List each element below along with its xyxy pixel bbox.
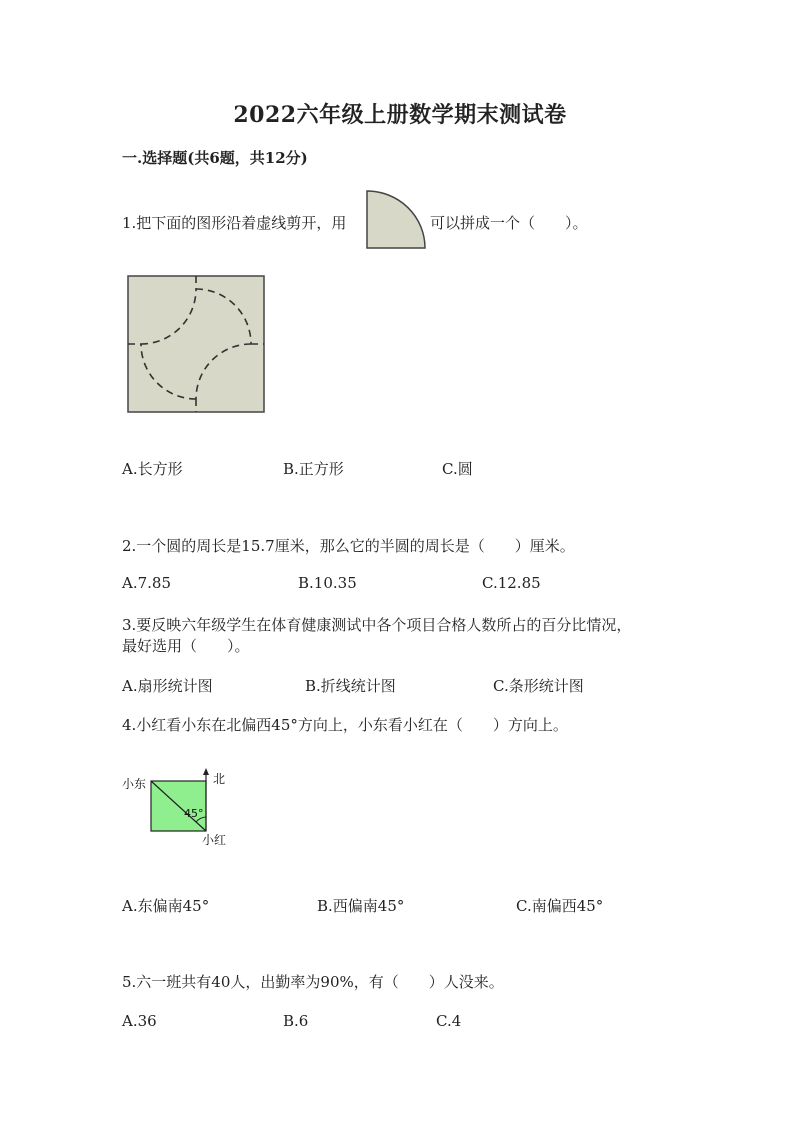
q4-option-c: C.南偏西45°: [516, 897, 604, 915]
label-xiaohong: 小红: [202, 833, 227, 847]
quarter-circle-figure: [366, 190, 428, 250]
q2-option-b: B.10.35: [298, 574, 357, 592]
question-4-text: 4.小红看小东在北偏西45°方向上，小东看小红在（ ）方向上。: [122, 716, 568, 734]
q1-option-a: A.长方形: [122, 460, 183, 478]
direction-figure: [120, 768, 240, 850]
q1-option-c: C.圆: [442, 460, 473, 478]
square-with-dashed-arcs-figure: [127, 275, 265, 413]
q4-option-b: B.西偏南45°: [317, 897, 405, 915]
q3-option-b: B.折线统计图: [305, 677, 396, 695]
section-heading: 一.选择题(共6题，共12分): [122, 149, 308, 167]
q5-option-a: A.36: [122, 1012, 157, 1030]
label-angle: 45°: [184, 807, 204, 820]
q3-option-a: A.扇形统计图: [122, 677, 213, 695]
question-5-text: 5.六一班共有40人，出勤率为90%，有（ ）人没来。: [122, 973, 504, 991]
label-north: 北: [213, 772, 226, 786]
q5-option-c: C.4: [436, 1012, 462, 1030]
question-2-text: 2.一个圆的周长是15.7厘米，那么它的半圆的周长是（ ）厘米。: [122, 537, 575, 555]
q2-option-a: A.7.85: [122, 574, 171, 592]
question-3-line-2: 最好选用（ ）。: [122, 637, 250, 655]
page-title: 2022六年级上册数学期末测试卷: [233, 102, 567, 128]
q4-option-a: A.东偏南45°: [122, 897, 210, 915]
q5-option-b: B.6: [283, 1012, 309, 1030]
q3-option-c: C.条形统计图: [493, 677, 584, 695]
q2-option-c: C.12.85: [482, 574, 541, 592]
question-1-text-after: 可以拼成一个（ ）。: [430, 214, 588, 232]
label-xiaodong: 小东: [122, 777, 147, 791]
q1-option-b: B.正方形: [283, 460, 344, 478]
question-1-text-before: 1.把下面的图形沿着虚线剪开，用: [122, 214, 347, 232]
question-3-line-1: 3.要反映六年级学生在体育健康测试中各个项目合格人数所占的百分比情况，: [122, 616, 632, 634]
